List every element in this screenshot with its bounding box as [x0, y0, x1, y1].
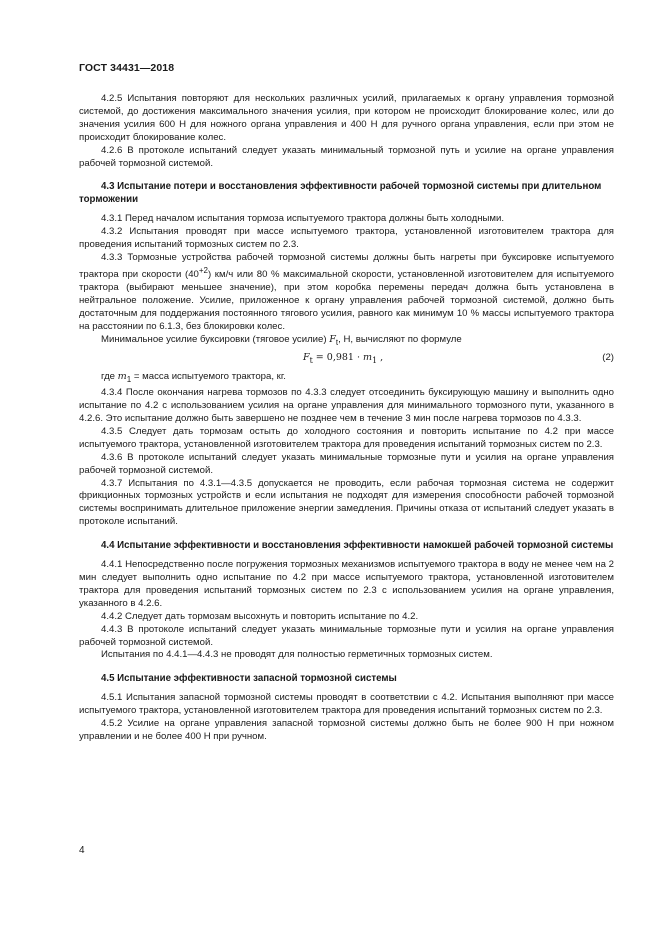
- paragraph-4-3-1: 4.3.1 Перед началом испытания тормоза испытуемого трактора должны быть холодными.: [101, 213, 505, 225]
- section-4-4-title: 4.4 Испытание эффективности и восстановления эффективности намокшей рабочей тормозной системы: [101, 540, 614, 552]
- paragraph-4-4-1: 4.4.1 Непосредственно после погружения тормозных механизмов испытуемого трактора в воду не менее чем на 2 мин следует выполнить одно испытание по 4.2 при массе испытуемого трактора, установленной изготовителем трактора для проведения испытаний тормозных систем по 2.3 с использованием усилия на органе управления, указанного в 4.2.6.: [79, 559, 614, 609]
- formula-expression: [303, 352, 383, 368]
- paragraph-4-5-2: 4.5.2 Усилие на органе управления запасной тормозной системы должно быть не более 900 Н при ножном управлении и не более 400 Н при ручном.: [79, 718, 614, 742]
- formula-intro: [79, 334, 614, 350]
- formula-number: (2): [602, 352, 614, 364]
- document-body: [79, 93, 614, 744]
- formula-2: [79, 350, 614, 368]
- where-sub: 1: [126, 375, 132, 385]
- section-4-3-title: 4.3 Испытание потери и восстановления эффективности рабочей тормозной системы при длительном торможении: [79, 181, 602, 206]
- paragraph-4-3-3: [79, 252, 614, 334]
- paragraph-4-4-3: 4.4.3 В протоколе испытаний следует указать минимальные тормозные пути и усилия на органе управления рабочей тормозной системой.: [79, 623, 614, 648]
- p433-text-b: ) км/ч или 80 % максимальной скорости, установленной изготовителем для испытуемого трактора (выбирают меньшее значение), при этом коробка перемены передач должна быть установлена в нейтральное положение. Усилие, приложенное к органу управления рабочей тормозной системой, должно быть достаточным для поддержания постоянного тягового усилия, равного как минимум 10 % массы испытуемого трактора на расстоянии по 6.1.3, без блокировки колес.: [79, 269, 615, 332]
- formula-where: [79, 371, 614, 387]
- page-number: 4: [79, 845, 85, 856]
- paragraph-4-3-4: 4.3.4 После окончания нагрева тормозов по 4.3.3 следует отсоединить буксирующую машину и выполнить одно испытание по 4.2 с использованием усилия на органе управления для минимального тормозного пути, указанного в 4.2.6. Это испытание должно быть завершено не позднее чем в течение 3 мин после нагрева тормозов по 4.3.3.: [79, 387, 614, 425]
- formula-var-sub: 1: [372, 356, 378, 366]
- formula-intro-text: Минимальное усилие буксировки (тяговое усилие): [101, 333, 330, 345]
- formula-tail: ,: [377, 352, 384, 364]
- paragraph-4-2-5: 4.2.5 Испытания повторяют для нескольких различных усилий, прилагаемых к органу управления тормозной системой, до достижения максимального значения усилия, при котором не происходит блокирование колес, или до значения усилия 600 Н для ножного органа управления и 400 Н для ручного органа управления, если при этом не происходит блокирование колес.: [79, 93, 614, 143]
- paragraph-4-3-5: 4.3.5 Следует дать тормозам остыть до холодного состояния и повторить испытание по 4.2 при массе испытуемого трактора, установленной изготовителем трактора для проведения испытаний тормозных систем по 2.3.: [79, 425, 614, 450]
- paragraph-4-4-2: 4.4.2 Следует дать тормозам высохнуть и повторить испытание по 4.2.: [101, 610, 419, 622]
- where-text-b: = масса испытуемого трактора, кг.: [131, 371, 286, 383]
- paragraph-4-3-2: 4.3.2 Испытания проводят при массе испытуемого трактора, установленной изготовителем трактора для проведения испытаний тормозных систем по 2.3.: [79, 226, 614, 251]
- paragraph-4-3-7: 4.3.7 Испытания по 4.3.1—4.3.5 допускается не проводить, если рабочая тормозная система не содержит фрикционных тормозных устройств и если испытания не подходят для измерения способности рабочей тормозной системы воспринимать длительное приложение энергии замедления. Причины отказа от испытаний следует указать в протоколе испытаний.: [79, 477, 614, 528]
- section-4-5-title: 4.5 Испытание эффективности запасной тормозной системы: [101, 673, 397, 685]
- paragraph-4-4-note: Испытания по 4.4.1—4.4.3 не проводят для полностью герметичных тормозных систем.: [101, 649, 493, 661]
- formula-intro-sub: t: [335, 337, 339, 347]
- p433-superscript: +2: [198, 265, 208, 275]
- paragraph-4-3-6: 4.3.6 В протоколе испытаний следует указать минимальные тормозные пути и усилия на органе управления рабочей тормозной системой.: [79, 451, 614, 476]
- paragraph-4-5-1: 4.5.1 Испытания запасной тормозной системы проводят в соответствии с 4.2. Испытания выполняют при массе испытуемого трактора, установленной изготовителем трактора для проведения испытаний тормозных систем по 2.3.: [79, 692, 614, 717]
- formula-intro-var: F: [329, 333, 336, 345]
- formula-var: m: [363, 352, 373, 364]
- document-header: ГОСТ 34431—2018: [79, 62, 175, 74]
- where-text-a: где: [101, 371, 118, 383]
- where-var: m: [117, 371, 127, 383]
- paragraph-4-2-6: 4.2.6 В протоколе испытаний следует указать минимальный тормозной путь и усилие на органе управления рабочей тормозной системой.: [79, 144, 614, 169]
- formula-lhs: F: [303, 352, 310, 364]
- formula-lhs-sub: t: [309, 356, 313, 366]
- p433-text-a: 4.3.3 Тормозные устройства рабочей тормозной системы должны быть нагреты при буксировке испытуемого трактора при скорости (40: [79, 251, 614, 281]
- formula-intro-tail: , Н, вычисляют по формуле: [338, 333, 462, 345]
- formula-coef: = 0,981 ·: [312, 352, 364, 364]
